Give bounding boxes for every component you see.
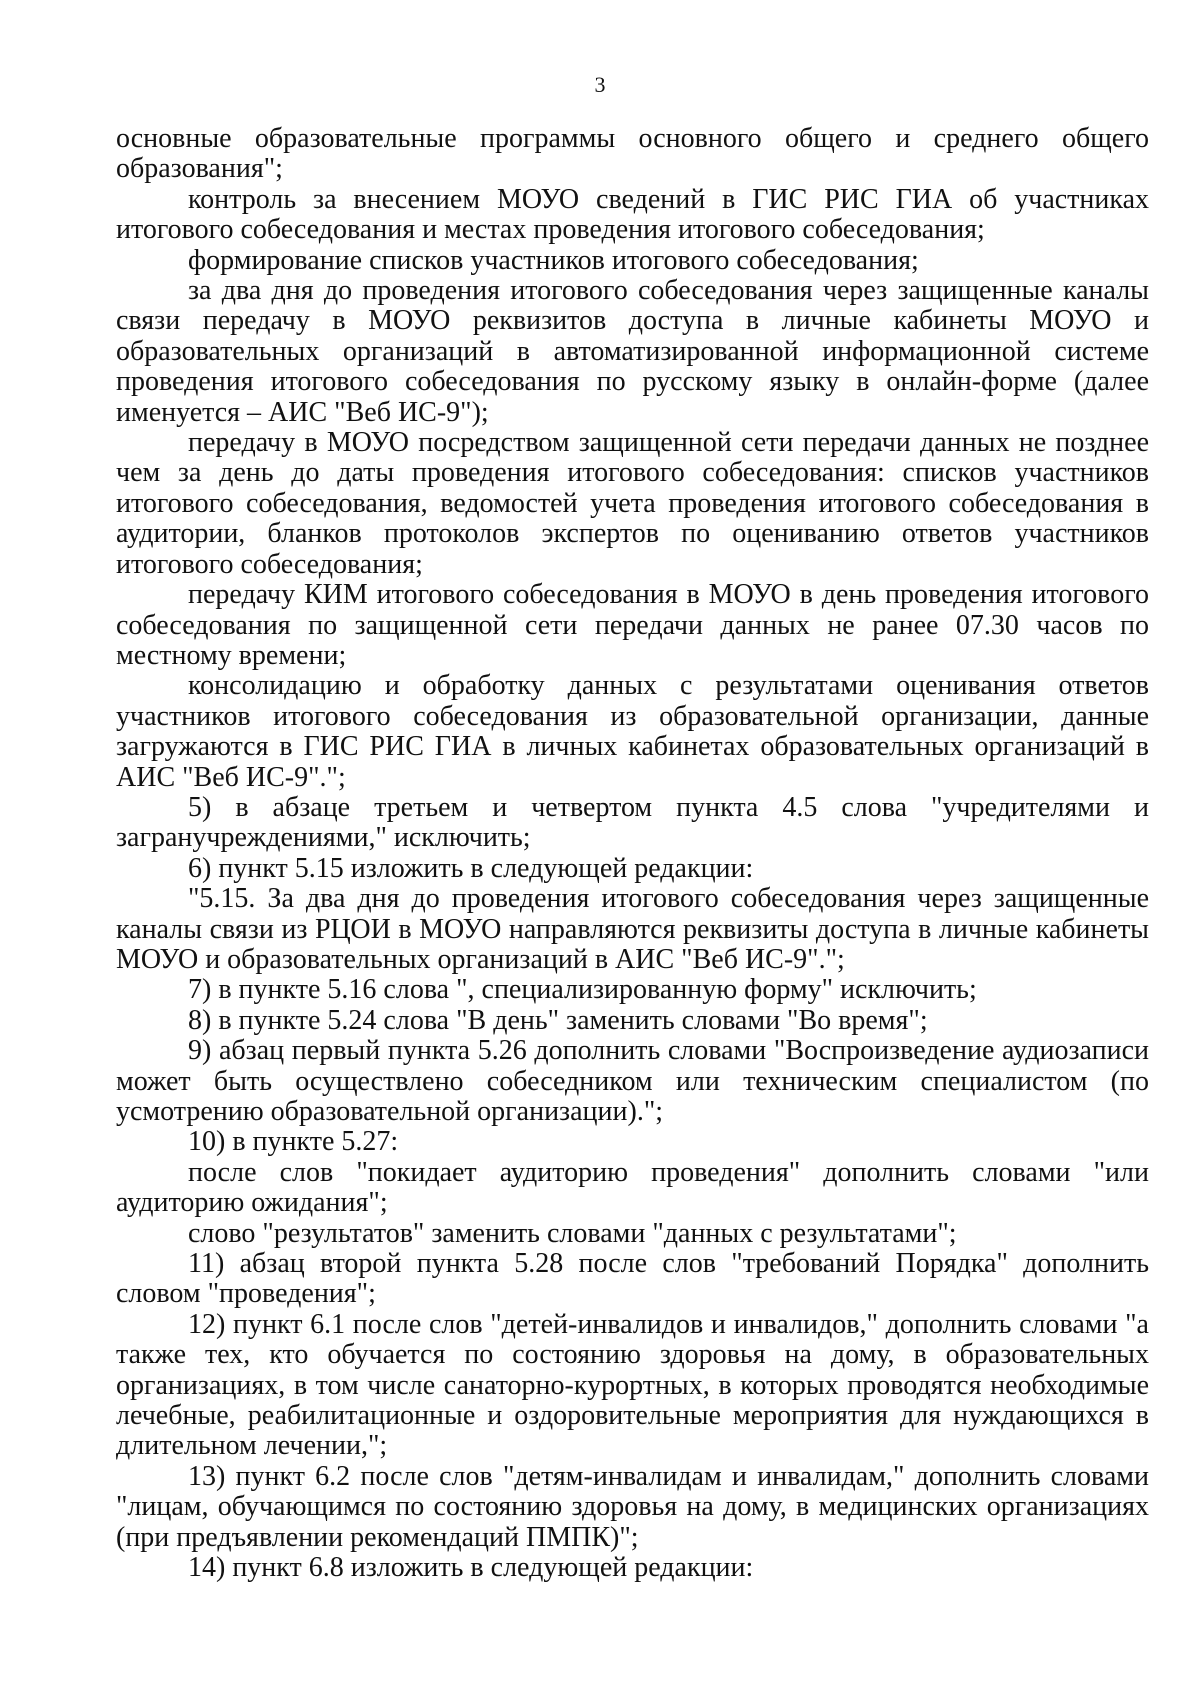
- paragraph-access-details-transfer: за два дня до проведения итогового собеседования через защищенные каналы связи передачу в МОУО реквизитов доступа в личные кабинеты МОУО и образовательных организаций в автоматизированной информационной системе проведения итогового собеседования по русскому языку в онлайн-форме (далее именуется – АИС "Веб ИС-9");: [116, 275, 1149, 428]
- paragraph-continuation: основные образовательные программы основного общего и среднего общего образования";: [116, 123, 1149, 185]
- paragraph-clause-5-15: "5.15. За два дня до проведения итогового собеседования через защищенные каналы связи из РЦОИ в МОУО направляются реквизиты доступа в личные кабинеты МОУО и образовательных организаций в АИС "Веб ИС-9".";: [116, 883, 1149, 975]
- paragraph-document-transfer: передачу в МОУО посредством защищенной сети передачи данных не позднее чем за день до даты проведения итогового собеседования: списков участников итогового собеседования, ведомостей учета проведения итогового собеседования в аудитории, бланков протоколов экспертов по оцениванию ответов участников итогового собеседования;: [116, 427, 1149, 580]
- paragraph-item-13: 13) пункт 6.2 после слов "детям-инвалидам и инвалидам," дополнить словами "лицам, обучающимся по состоянию здоровья на дому, в медицинских организациях (при предъявлении рекомендаций ПМПК)";: [116, 1460, 1149, 1553]
- page-number: 3: [594, 72, 606, 97]
- paragraph-kim-transfer: передачу КИМ итогового собеседования в МОУО в день проведения итогового собеседования по защищенной сети передачи данных не ранее 07.30 часов по местному времени;: [116, 579, 1149, 671]
- paragraph-item-6: 6) пункт 5.15 изложить в следующей редакции:: [188, 852, 754, 884]
- paragraph-control-data-entry: контроль за внесением МОУО сведений в ГИС РИС ГИА об участниках итогового собеседования и местах проведения итогового собеседования;: [116, 183, 1149, 246]
- paragraph-data-consolidation: консолидацию и обработку данных с результатами оценивания ответов участников итогового собеседования из образовательной организации, данные загружаются в ГИС РИС ГИА в личных кабинетах образовательных организаций в АИС "Веб ИС-9".";: [116, 670, 1149, 793]
- paragraph-item-10-subitem-1: после слов "покидает аудиторию проведения" дополнить словами "или аудиторию ожидания";: [116, 1156, 1149, 1219]
- paragraph-item-8: 8) в пункте 5.24 слова "В день" заменить словами "Во время";: [188, 1004, 928, 1036]
- paragraph-participant-lists: формирование списков участников итогового собеседования;: [188, 244, 919, 276]
- paragraph-item-7: 7) в пункте 5.16 слова ", специализированную форму" исключить;: [188, 974, 977, 1006]
- paragraph-item-12: 12) пункт 6.1 после слов "детей-инвалидов и инвалидов," дополнить словами "а также тех, кто обучается по состоянию здоровья на дому, в образовательных организациях, в том числе санаторно-курортных, в которых проводятся необходимые лечебные, реабилитационные и оздоровительные мероприятия для нуждающихся в длительном лечении,";: [116, 1308, 1149, 1462]
- paragraph-item-9: 9) абзац первый пункта 5.26 дополнить словами "Воспроизведение аудиозаписи может быть осуществлено собеседником или техническим специалистом (по усмотрению образовательной организации).";: [116, 1035, 1149, 1127]
- paragraph-item-5: 5) в абзаце третьем и четвертом пункта 4.5 слова "учредителями и загранучреждениями," исключить;: [116, 791, 1149, 854]
- paragraph-item-10: 10) в пункте 5.27:: [188, 1126, 399, 1158]
- paragraph-item-14: 14) пункт 6.8 изложить в следующей редакции:: [188, 1552, 754, 1584]
- paragraph-item-11: 11) абзац второй пункта 5.28 после слов "требований Порядка" дополнить словом "проведения";: [116, 1248, 1149, 1310]
- document-body: [116, 124, 1149, 1584]
- paragraph-item-10-subitem-2: слово "результатов" заменить словами "данных с результатами";: [188, 1217, 957, 1249]
